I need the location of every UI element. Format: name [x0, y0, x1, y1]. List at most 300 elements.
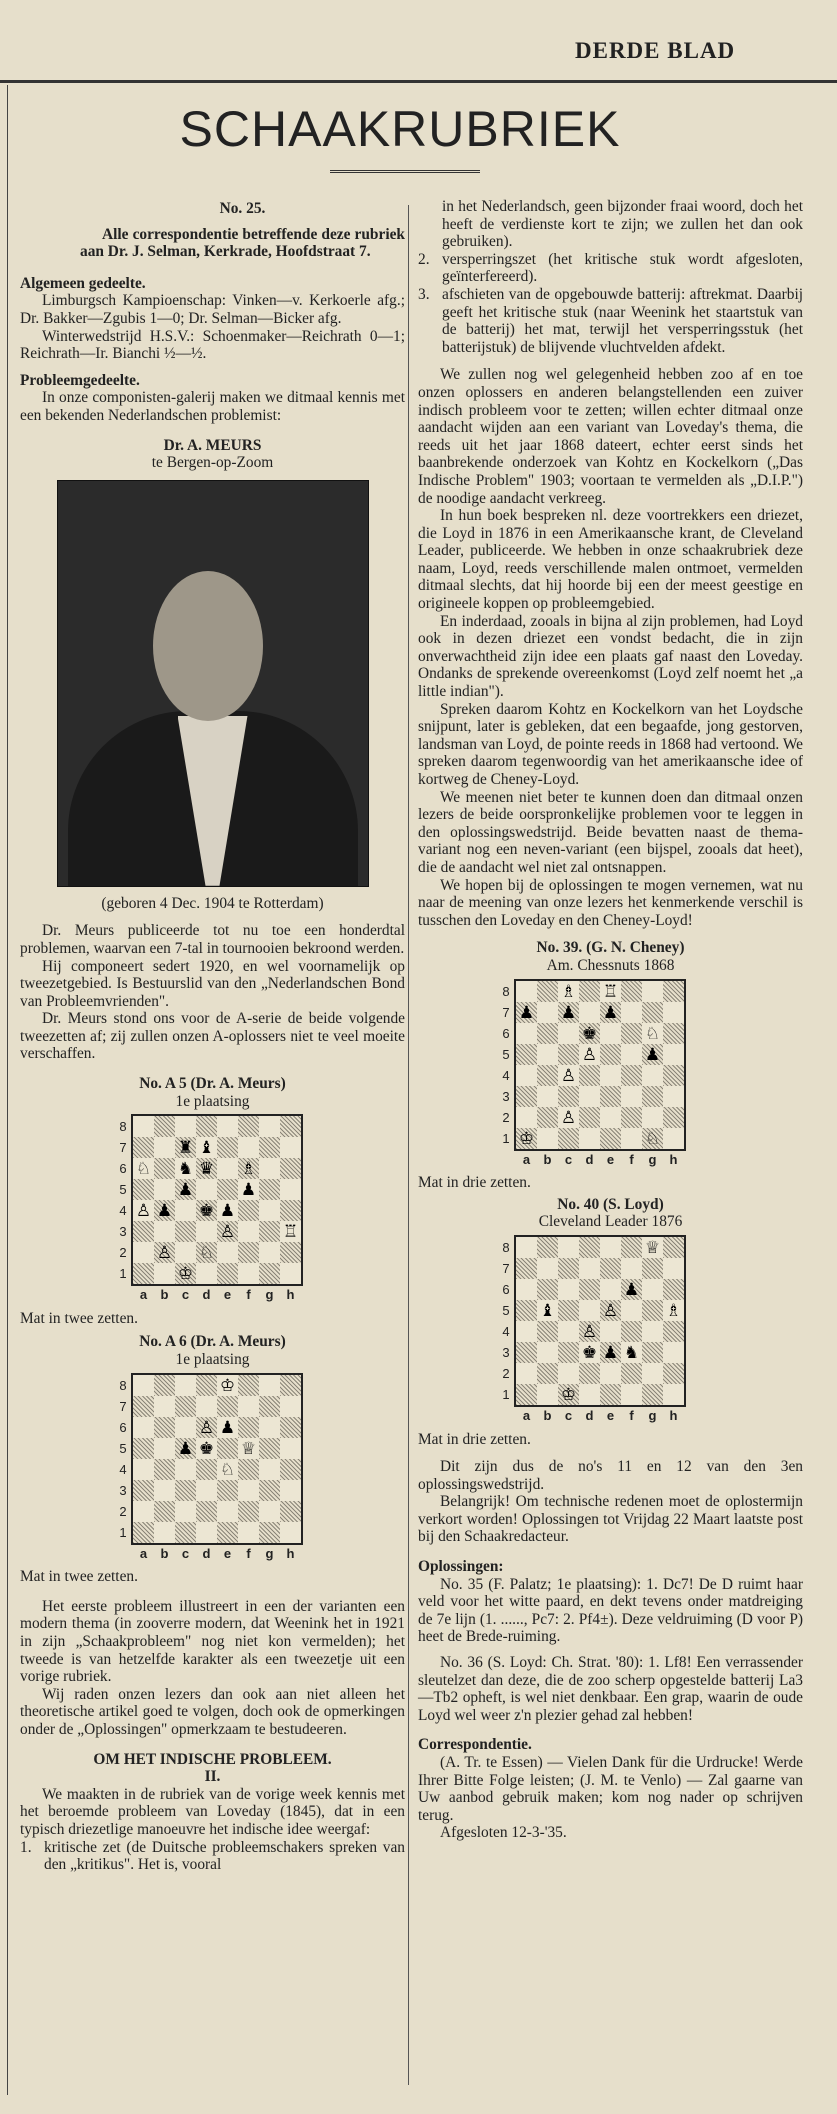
solution-36: No. 36 (S. Loyd: Ch. Strat. '80): 1. Lf8! Een verrassender sleutelzet dan deze, die de zoo scherp opgestelde batterij La3—Tb2 opheft, is wel niet denkbaar. Een grap, waarin de oude Loyd wel weer z'n plezier gehad zal hebben!: [418, 1654, 803, 1724]
file-label: f: [246, 1287, 251, 1303]
board-square: [642, 981, 663, 1002]
board-square: [175, 1242, 196, 1263]
board-square: [175, 1396, 196, 1417]
file-label: f: [629, 1151, 634, 1167]
rank-label: 5: [502, 1046, 510, 1062]
chess-piece: ♟: [600, 1342, 621, 1363]
board-square: [579, 1002, 600, 1023]
file-label: g: [265, 1287, 274, 1303]
board-square: [154, 1417, 175, 1438]
rank-label: 5: [119, 1182, 127, 1198]
board-square: [259, 1179, 280, 1200]
problem-39-task: Mat in drie zetten.: [418, 1174, 531, 1192]
board-square: [238, 1501, 259, 1522]
correspondence-heading: Correspondentie.: [418, 1736, 532, 1754]
general-paragraph-1: Limburgsch Kampioenschap: Vinken—v. Kerkoerle afg.; Dr. Bakker—Zgubis 1—0; Dr. Selman—Bicker afg.: [20, 292, 405, 327]
board-square: [558, 1237, 579, 1258]
board-square: [537, 1065, 558, 1086]
board-square: [280, 1242, 301, 1263]
board-square: [217, 1438, 238, 1459]
chess-piece: ♝: [537, 1300, 558, 1321]
board-square: [238, 1137, 259, 1158]
problem-39-title: No. 39. (G. N. Cheney): [536, 939, 685, 957]
board-square: [196, 1501, 217, 1522]
board-square: [537, 1023, 558, 1044]
board-square: [516, 1342, 537, 1363]
board-square: [621, 1258, 642, 1279]
board-square: [133, 1221, 154, 1242]
chess-piece: ♘: [217, 1459, 238, 1480]
board-square: [642, 1342, 663, 1363]
rank-label: 1: [119, 1266, 127, 1282]
board-square: [280, 1200, 301, 1221]
board-square: [280, 1480, 301, 1501]
board-square: [175, 1522, 196, 1543]
board-square: [600, 1086, 621, 1107]
article-paragraph-6: We meenen niet beter te kunnen doen dan ditmaal onzen lezers de beide oorspronkelijke problemen voor te leggen in den oplossingswedstrijd. Beide bevatten naast de thema-variant nog een neven-variant (een bijspel, zooals dat heet), die de aandacht wel niet zal ontsnappen.: [418, 788, 803, 876]
board-square: [280, 1116, 301, 1137]
rank-label: 4: [502, 1323, 510, 1339]
board-square: [663, 1023, 684, 1044]
column-rule: [408, 205, 409, 2085]
board-square: [280, 1459, 301, 1480]
board-square: [663, 1065, 684, 1086]
article-paragraph-2: We zullen nog wel gelegenheid hebben zoo af en toe onzen oplossers en anderen belangstellenden een zuiver indisch probleem voor te zetten; willen echter ditmaal onze aandacht wijden aan een variant van Loveday's thema, die reeds uit het jaar 1868 dateert, echter eerst sinds het baanbrekende onderzoek van Kohtz en Kockelkorn („Das Indische Problem" 1903; voortaan te vermelden als „D.I.P.") de noodige aandacht verkreeg.: [418, 366, 803, 507]
rank-label: 8: [502, 1239, 510, 1255]
board-square: [516, 981, 537, 1002]
board-square: [558, 1086, 579, 1107]
board-square: [516, 1237, 537, 1258]
board-square: [600, 1237, 621, 1258]
board-square: [537, 1363, 558, 1384]
board-square: [217, 1480, 238, 1501]
board-square: [579, 1300, 600, 1321]
board-square: [154, 1116, 175, 1137]
contest-note: Dit zijn dus de no's 11 en 12 van den 3en oplossingswedstrijd.: [418, 1458, 803, 1493]
board-square: [217, 1501, 238, 1522]
board-square: [537, 1107, 558, 1128]
problem-heading: Probleemgedeelte.: [20, 371, 140, 389]
file-label: d: [585, 1407, 594, 1423]
board-square: [133, 1522, 154, 1543]
rank-label: 7: [119, 1140, 127, 1156]
board-square: [663, 1107, 684, 1128]
chess-piece: ♚: [579, 1342, 600, 1363]
board-square: [579, 1107, 600, 1128]
chess-piece: ♗: [238, 1158, 259, 1179]
file-labels: [133, 1286, 301, 1304]
board-square: [579, 1258, 600, 1279]
board-square: [579, 1086, 600, 1107]
board-square: [537, 1002, 558, 1023]
rank-label: 4: [502, 1067, 510, 1083]
board-square: [217, 1522, 238, 1543]
chess-piece: ♟: [217, 1200, 238, 1221]
article-list-item-1-cont: in het Nederlandsch, geen bijzonder fraai woord, doch het heeft de verdienste kort te zijn; we zullen het dan ook gebruiken).: [442, 198, 803, 251]
board-square: [579, 1065, 600, 1086]
board-square: [558, 1258, 579, 1279]
theme-paragraph-1: Het eerste probleem illustreert in een der varianten een modern thema (in zooverre modern, dat Weenink het in 1921 in zijn „Schaakprobleem" nog niet kon vermelden); het tweede is van hetzelfde karakter als een tweezetje uit een vorige rubriek.: [20, 1597, 405, 1686]
rank-label: 3: [502, 1088, 510, 1104]
article-list-item-1: 1. kritische zet (de Duitsche probleemschakers spreken van den „kritikus". Het is, vooral: [20, 1838, 405, 1874]
chess-piece: ♛: [196, 1158, 217, 1179]
file-label: g: [648, 1407, 657, 1423]
file-label: a: [522, 1407, 531, 1423]
chess-piece: ♟: [600, 1002, 621, 1023]
board-square: [600, 1065, 621, 1086]
board-square: [600, 1107, 621, 1128]
board-square: [621, 1107, 642, 1128]
board-square: [600, 1363, 621, 1384]
board-square: [238, 1480, 259, 1501]
problem-39-subtitle: Am. Chessnuts 1868: [546, 956, 675, 974]
board-square: [642, 1107, 663, 1128]
board-square: [621, 1086, 642, 1107]
column-right: [418, 198, 803, 1842]
chess-piece: ♟: [175, 1438, 196, 1459]
board-square: [259, 1116, 280, 1137]
file-label: e: [606, 1151, 615, 1167]
column-left: [20, 200, 405, 1874]
board-square: [579, 1279, 600, 1300]
file-label: c: [181, 1287, 190, 1303]
board-square: [259, 1221, 280, 1242]
chess-piece: ♔: [516, 1128, 537, 1149]
chess-piece: ♕: [238, 1438, 259, 1459]
board-square: [196, 1375, 217, 1396]
board-square: [537, 1342, 558, 1363]
board-square: [196, 1522, 217, 1543]
board-square: [642, 1363, 663, 1384]
board-square: [196, 1221, 217, 1242]
rank-label: 4: [119, 1203, 127, 1219]
board-square: [280, 1417, 301, 1438]
board-square: [154, 1375, 175, 1396]
board-square: [579, 1363, 600, 1384]
board-square: [175, 1221, 196, 1242]
board-square: [558, 1363, 579, 1384]
theme-paragraph-2: Wij raden onzen lezers dan ook aan niet alleen het theoretische artikel goed te volgen, doch ook de opmerkingen onder de „Oplossingen" opmerkzaam te bestudeeren.: [20, 1685, 405, 1738]
board-square: [280, 1375, 301, 1396]
board-square: [537, 1044, 558, 1065]
board-square: [600, 1384, 621, 1405]
board-square: [663, 1321, 684, 1342]
bio-paragraph-1: Dr. Meurs publiceerde tot nu toe een honderdtal problemen, waarvan een 7-tal in tournooien bekroond werden.: [20, 922, 405, 957]
chess-piece: ♗: [558, 981, 579, 1002]
board-square: [259, 1396, 280, 1417]
board-square: [516, 1363, 537, 1384]
correspondence-paragraph: (A. Tr. te Essen) — Vielen Dank für die Urdrucke! Werde Ihrer Bitte Folge leisten; (J. M. te Venlo) — Zal gaarne van Uw aanbod gebruik maken; kom nog nader op schrijven terug.: [418, 1754, 803, 1824]
board-square: [259, 1459, 280, 1480]
board-square: [621, 1363, 642, 1384]
chess-piece: ♖: [280, 1221, 301, 1242]
chess-piece: ♚: [196, 1438, 217, 1459]
board-square: [133, 1438, 154, 1459]
board-square: [663, 1128, 684, 1149]
chess-piece: ♔: [558, 1384, 579, 1405]
chess-piece: ♚: [196, 1200, 217, 1221]
board-square: [217, 1396, 238, 1417]
rank-label: 8: [119, 1377, 127, 1393]
article-paragraph-3: In hun boek bespreken nl. deze voortrekkers een driezet, die Loyd in 1876 in een Amerikaansche krant, de Cleveland Leader, publiceerde. We hebben in onze schaakrubriek deze naam, Loyd, reeds verschillende malen ontmoet, vermelden ditmaal slechts, dat hij hoorde bij een der meest geestige en origineele koppen op probleemgebied.: [418, 507, 803, 613]
board-square: [642, 1002, 663, 1023]
board-square: [154, 1221, 175, 1242]
rank-label: 8: [502, 983, 510, 999]
board-square: [537, 981, 558, 1002]
board-square: [579, 1128, 600, 1149]
chess-piece: ♙: [579, 1044, 600, 1065]
board-square: [280, 1263, 301, 1284]
file-label: h: [669, 1151, 678, 1167]
board-square: [537, 1237, 558, 1258]
chess-piece: ♟: [516, 1002, 537, 1023]
chess-piece: ♟: [238, 1179, 259, 1200]
rubric-intro: Alle correspondentie betreffende deze rubriek aan Dr. J. Selman, Kerkrade, Hoofdstraat 7.: [80, 225, 405, 261]
chess-piece: ♙: [579, 1321, 600, 1342]
board-square: [217, 1158, 238, 1179]
article-part: II.: [204, 1768, 221, 1786]
board-square: [259, 1522, 280, 1543]
file-labels: [133, 1545, 301, 1563]
rank-label: 2: [502, 1365, 510, 1381]
chess-piece: ♟: [154, 1200, 175, 1221]
portrait-photo: [57, 480, 369, 887]
article-paragraph-4: En inderdaad, zooals in bijna al zijn problemen, had Loyd ook in dezen driezet een vondst bedacht, die in zijn onverwachtheid zijn idee een plaats gaf naast den Loveday. Ondanks de sprekende overeenkomst (Loyd zelf noemt het „a little indian").: [418, 612, 803, 701]
board-square: [537, 1258, 558, 1279]
board-square: [621, 1044, 642, 1065]
board-square: [621, 1023, 642, 1044]
board-square: [238, 1459, 259, 1480]
board-square: [133, 1459, 154, 1480]
rank-labels: [115, 1375, 131, 1543]
board-square: [175, 1375, 196, 1396]
board-square: [238, 1221, 259, 1242]
problem-a5-subtitle: 1e plaatsing: [175, 1092, 250, 1110]
file-label: b: [160, 1545, 169, 1561]
board-square: [133, 1263, 154, 1284]
board-square: [600, 1279, 621, 1300]
board-square: [133, 1480, 154, 1501]
board-square: [280, 1137, 301, 1158]
board-square: [133, 1501, 154, 1522]
chess-board: [514, 979, 686, 1151]
file-label: e: [223, 1545, 232, 1561]
rank-labels: [498, 981, 514, 1149]
chess-board: [131, 1114, 303, 1286]
file-label: b: [543, 1407, 552, 1423]
board-square: [621, 1300, 642, 1321]
file-label: b: [160, 1287, 169, 1303]
board-square: [154, 1480, 175, 1501]
board-square: [238, 1200, 259, 1221]
chess-piece: ♟: [175, 1179, 196, 1200]
board-square: [133, 1417, 154, 1438]
board-square: [516, 1086, 537, 1107]
file-label: f: [629, 1407, 634, 1423]
file-label: h: [286, 1287, 295, 1303]
board-square: [579, 1237, 600, 1258]
chess-piece: ♟: [558, 1002, 579, 1023]
board-square: [516, 1258, 537, 1279]
file-label: h: [286, 1545, 295, 1561]
board-square: [259, 1242, 280, 1263]
board-square: [154, 1158, 175, 1179]
chess-piece: ♟: [217, 1417, 238, 1438]
board-square: [621, 1065, 642, 1086]
problem-40-diagram: [498, 1235, 803, 1425]
board-square: [175, 1116, 196, 1137]
rank-label: 1: [119, 1524, 127, 1540]
file-label: a: [522, 1151, 531, 1167]
board-square: [196, 1396, 217, 1417]
chess-piece: ♙: [154, 1242, 175, 1263]
rank-label: 3: [502, 1344, 510, 1360]
board-square: [175, 1200, 196, 1221]
board-square: [238, 1417, 259, 1438]
section-header: DERDE BLAD: [575, 38, 736, 63]
header-rule: [0, 80, 837, 83]
file-labels: [516, 1407, 684, 1425]
rank-label: 7: [119, 1398, 127, 1414]
chess-piece: ♙: [196, 1417, 217, 1438]
file-label: c: [181, 1545, 190, 1561]
board-square: [663, 1363, 684, 1384]
board-square: [280, 1158, 301, 1179]
file-label: e: [606, 1407, 615, 1423]
board-square: [516, 1065, 537, 1086]
board-square: [663, 1279, 684, 1300]
board-square: [537, 1384, 558, 1405]
chess-piece: ♞: [621, 1342, 642, 1363]
bio-paragraph-3: Dr. Meurs stond ons voor de A-serie de beide volgende tweezetten af; zij zullen onzen A-oplossers niet te veel moeite verschaffen.: [20, 1010, 405, 1063]
left-column-rule: [7, 85, 8, 2095]
board-square: [133, 1396, 154, 1417]
board-square: [642, 1279, 663, 1300]
board-square: [663, 1002, 684, 1023]
problem-a6-diagram: [115, 1373, 405, 1563]
board-square: [238, 1522, 259, 1543]
board-square: [642, 1258, 663, 1279]
problem-39-diagram: [498, 979, 803, 1169]
article-heading: OM HET INDISCHE PROBLEEM.: [93, 1750, 332, 1768]
rank-label: 4: [119, 1461, 127, 1477]
file-label: c: [564, 1407, 573, 1423]
board-square: [154, 1263, 175, 1284]
board-square: [621, 981, 642, 1002]
file-label: f: [246, 1545, 251, 1561]
portrait-place: te Bergen-op-Zoom: [151, 454, 274, 472]
solutions-heading: Oplossingen:: [418, 1558, 504, 1576]
board-square: [280, 1179, 301, 1200]
board-square: [516, 1107, 537, 1128]
bio-paragraph-2: Hij componeert sedert 1920, en wel voornamelijk op tweezetgebied. Is Bestuurslid van den „Nederlandschen Bond van Probleemvrienden".: [20, 957, 405, 1010]
board-square: [516, 1384, 537, 1405]
file-label: b: [543, 1151, 552, 1167]
board-square: [238, 1116, 259, 1137]
board-square: [259, 1158, 280, 1179]
board-square: [663, 1237, 684, 1258]
file-labels: [516, 1151, 684, 1169]
board-square: [175, 1417, 196, 1438]
board-square: [133, 1242, 154, 1263]
board-square: [280, 1501, 301, 1522]
title-ornament: [330, 170, 480, 173]
board-square: [259, 1501, 280, 1522]
file-label: c: [564, 1151, 573, 1167]
board-square: [280, 1396, 301, 1417]
board-square: [642, 1321, 663, 1342]
problem-a6-title: No. A 6 (Dr. A. Meurs): [139, 1333, 286, 1351]
board-square: [642, 1065, 663, 1086]
board-square: [154, 1137, 175, 1158]
board-square: [196, 1459, 217, 1480]
board-square: [133, 1179, 154, 1200]
board-square: [259, 1375, 280, 1396]
board-square: [238, 1375, 259, 1396]
board-square: [537, 1086, 558, 1107]
rank-label: 2: [119, 1245, 127, 1261]
board-square: [259, 1417, 280, 1438]
rank-label: 6: [119, 1161, 127, 1177]
board-square: [621, 1384, 642, 1405]
article-paragraph-5: Spreken daarom Kohtz en Kockelkorn van het Loydsche snijpunt, later is gebleken, dat een begaafde, jong gestorven, landsman van Loyd, de pointe reeds in 1868 had vertoond. We spreken daarom tegenwoordig van het amerikaansche idee of kortweg de Cheney-Loyd.: [418, 700, 803, 788]
chess-piece: ♗: [663, 1300, 684, 1321]
article-paragraph-7: We hopen bij de oplossingen te mogen vernemen, wat nu naar de meening van onze lezers het kenmerkende verschil is tusschen den Loveday en den Cheney-Loyd!: [418, 876, 803, 929]
board-square: [516, 1321, 537, 1342]
chess-board: [514, 1235, 686, 1407]
board-square: [600, 1128, 621, 1149]
board-square: [238, 1263, 259, 1284]
file-label: d: [202, 1545, 211, 1561]
board-square: [579, 1384, 600, 1405]
chess-piece: ♘: [642, 1128, 663, 1149]
board-square: [196, 1179, 217, 1200]
problem-a6-task: Mat in twee zetten.: [20, 1568, 138, 1586]
portrait-caption: (geboren 4 Dec. 1904 te Rotterdam): [101, 894, 324, 912]
problem-a6-subtitle: 1e plaatsing: [175, 1351, 250, 1369]
board-square: [642, 1300, 663, 1321]
board-square: [154, 1459, 175, 1480]
chess-piece: ♘: [196, 1242, 217, 1263]
board-square: [558, 1321, 579, 1342]
problem-a5-diagram: [115, 1114, 405, 1304]
problem-40-subtitle: Cleveland Leader 1876: [538, 1213, 683, 1231]
file-label: g: [648, 1151, 657, 1167]
file-label: d: [202, 1287, 211, 1303]
board-square: [621, 1237, 642, 1258]
board-square: [642, 1384, 663, 1405]
chess-piece: ♘: [133, 1158, 154, 1179]
article-list-item-2: 2. versperringszet (het kritische stuk wordt afgesloten, geïnterfereerd).: [418, 250, 803, 286]
board-square: [217, 1137, 238, 1158]
rank-label: 2: [502, 1109, 510, 1125]
rank-label: 8: [119, 1119, 127, 1135]
rank-label: 2: [119, 1503, 127, 1519]
board-square: [516, 1279, 537, 1300]
board-square: [217, 1242, 238, 1263]
chess-piece: ♜: [175, 1137, 196, 1158]
problem-40-task: Mat in drie zetten.: [418, 1430, 531, 1448]
chess-piece: ♘: [642, 1023, 663, 1044]
chess-piece: ♟: [621, 1279, 642, 1300]
file-label: h: [669, 1407, 678, 1423]
board-square: [154, 1522, 175, 1543]
rank-label: 7: [502, 1004, 510, 1020]
rank-labels: [115, 1116, 131, 1284]
board-square: [558, 1044, 579, 1065]
rank-label: 5: [119, 1440, 127, 1456]
general-heading: Algemeen gedeelte.: [20, 274, 146, 292]
